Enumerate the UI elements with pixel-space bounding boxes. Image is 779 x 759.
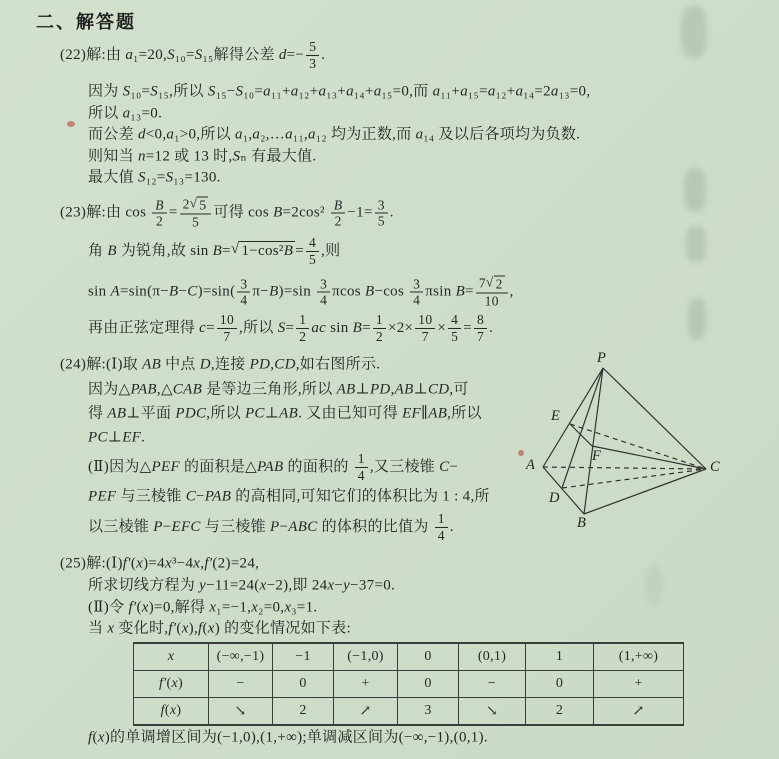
variation-table-body [134, 643, 684, 725]
table-row [134, 643, 684, 671]
solution-24-line-6: PEF 与三棱锥 C − PAB 的高相同,可知它们的体积比为 1 : 4,所 [88, 488, 490, 505]
solution-22-line-3: 所以 a ₁₃=0. [88, 105, 163, 122]
table-cell: + [594, 671, 684, 698]
table-cell: 2 [526, 698, 594, 726]
solution-25-line-4: 当 x 变化时, f′ ( x ), f ( x ) 的变化情况如下表: [88, 620, 351, 637]
solution-22-line-2: 因为 S ₁₀= S ₁₅,所以 S ₁₅− S ₁₀= a ₁₁+ a ₁₂+ a ₁₃+ a ₁₄+ a ₁₅=0,而 a ₁₁+ a ₁₅= a ₁₂+ a ₁₄=2 a ₁₃=0, [88, 83, 591, 100]
vertex-label-e: E [551, 408, 561, 424]
solution-24-line-2: 因为△ PAB ,△ CAB 是等边三角形,所以 AB ⊥ PD , AB ⊥ CD ,可 [88, 381, 469, 398]
table-cell: 0 [273, 671, 334, 698]
table-cell: 0 [398, 643, 459, 671]
table-cell: x [134, 643, 209, 671]
vertex-label-b: B [577, 515, 587, 531]
solution-23-line-4: 再由正弦定理得 c = $\frac{10}{7}$ ,所以 S = $\frac{1}{2}$ ac sin B = $\frac{1}{2}$ ×2× $\frac{10}{7}$ × $\frac{4}{5}$ = $\frac{8}{7}$ . [88, 311, 494, 344]
solution-25-line-1: (25)解:(Ⅰ) f′ ( x )=4 x ³−4 x , f′ (2)=24, [60, 555, 260, 572]
table-cell: − [209, 671, 273, 698]
solution-23-line-2: 角 B 为锐角,故 sin B = √ 1−cos²B = $\frac{4}{5}$ ,则 [88, 234, 341, 267]
scan-red-speck [518, 450, 524, 456]
table-cell: ↘ [459, 698, 526, 726]
scan-bleedthrough-mark [681, 6, 707, 58]
table-cell: (1,+∞) [594, 643, 684, 671]
tetrahedron-figure [525, 352, 720, 532]
solution-23-line-3: sin A = sin (π− B − C )= sin ( 3 4 π− B )= sin 3 4 π cos B − cos 3 4 π sin B = 7 √ 2 10 , [88, 274, 514, 308]
table-cell: ↗ [594, 698, 684, 726]
table-cell: 0 [526, 671, 594, 698]
table-cell: 2 [273, 698, 334, 726]
solution-22-line-6: 最大值 S ₁₂= S ₁₃=130. [88, 169, 221, 186]
table-cell: f′(x) [134, 671, 209, 698]
conclusion-line: f ( x )的单调增区间为(−1,0),(1,+∞);单调减区间为(−∞,−1),(0,1). [88, 729, 488, 746]
solution-24-line-4: PC ⊥ EF . [88, 429, 146, 446]
table-cell: + [334, 671, 398, 698]
scan-bleedthrough-mark [688, 298, 706, 340]
table-cell: 1 [526, 643, 594, 671]
table-cell: −1 [273, 643, 334, 671]
scan-bleedthrough-mark [686, 226, 706, 262]
table-row [134, 698, 684, 726]
table-cell: ↘ [209, 698, 273, 726]
table-cell: (−∞,−1) [209, 643, 273, 671]
table-cell: 3 [398, 698, 459, 726]
solution-22-line-5: 则知当 n =12 或 13 时, S ₙ 有最大值. [88, 148, 317, 165]
table-cell: ↗ [334, 698, 398, 726]
table-cell: − [459, 671, 526, 698]
vertex-label-p: P [597, 350, 607, 366]
scan-bleedthrough-mark [684, 168, 706, 212]
solution-24-line-1: (24)解:(Ⅰ)取 AB 中点 D ,连接 PD , CD ,如右图所示. [60, 356, 381, 373]
variation-table [133, 642, 684, 726]
solution-24-line-5: (Ⅱ)因为△ PEF 的面积是△ PAB 的面积的 1 4 ,又三棱锥 C − [88, 450, 459, 483]
scan-red-speck [67, 121, 75, 127]
solution-25-line-3: (Ⅱ)令 f′ ( x )=0,解得 x ₁=−1, x ₂=0, x ₃=1. [88, 599, 318, 616]
vertex-label-d: D [549, 490, 560, 506]
solution-22-line-1: (22)解:由 a ₁=20, S ₁₀= S ₁₅解得公差 d =− $\frac{5}{3}$ . [60, 38, 326, 71]
vertex-label-f: F [592, 448, 602, 464]
vertex-label-c: C [710, 459, 720, 475]
solution-24-line-3: 得 AB ⊥平面 PDC ,所以 PC ⊥ AB . 又由已知可得 EF ∥ AB ,所以 [88, 405, 482, 422]
solution-23-line-1: (23)解:由 cos $\frac{B}{2}$ = 2 √ 5 5 可得 cos B =2 cos ² B 2 −1= $\frac{3}{5}$ . [60, 195, 394, 229]
solution-22-line-4: 而公差 d <0, a ₁>0,所以 a ₁, a ₂,… a ₁₁, a ₁₂ 均为正数,而 a ₁₄ 及以后各项均为负数. [88, 126, 581, 143]
scan-bleedthrough-mark [645, 565, 663, 605]
vertex-label-a: A [526, 457, 536, 473]
section-title: 二、解答题 [36, 12, 136, 32]
solution-24-line-7: 以三棱锥 P − EFC 与三棱锥 P − ABC 的体积的比值为 1 4 . [88, 510, 454, 543]
table-cell: f(x) [134, 698, 209, 726]
table-row [134, 671, 684, 698]
solution-25-line-2: 所求切线方程为 y −11=24( x −2),即 24 x − y −37=0. [88, 577, 396, 594]
table-cell: (−1,0) [334, 643, 398, 671]
table-cell: 0 [398, 671, 459, 698]
table-cell: (0,1) [459, 643, 526, 671]
